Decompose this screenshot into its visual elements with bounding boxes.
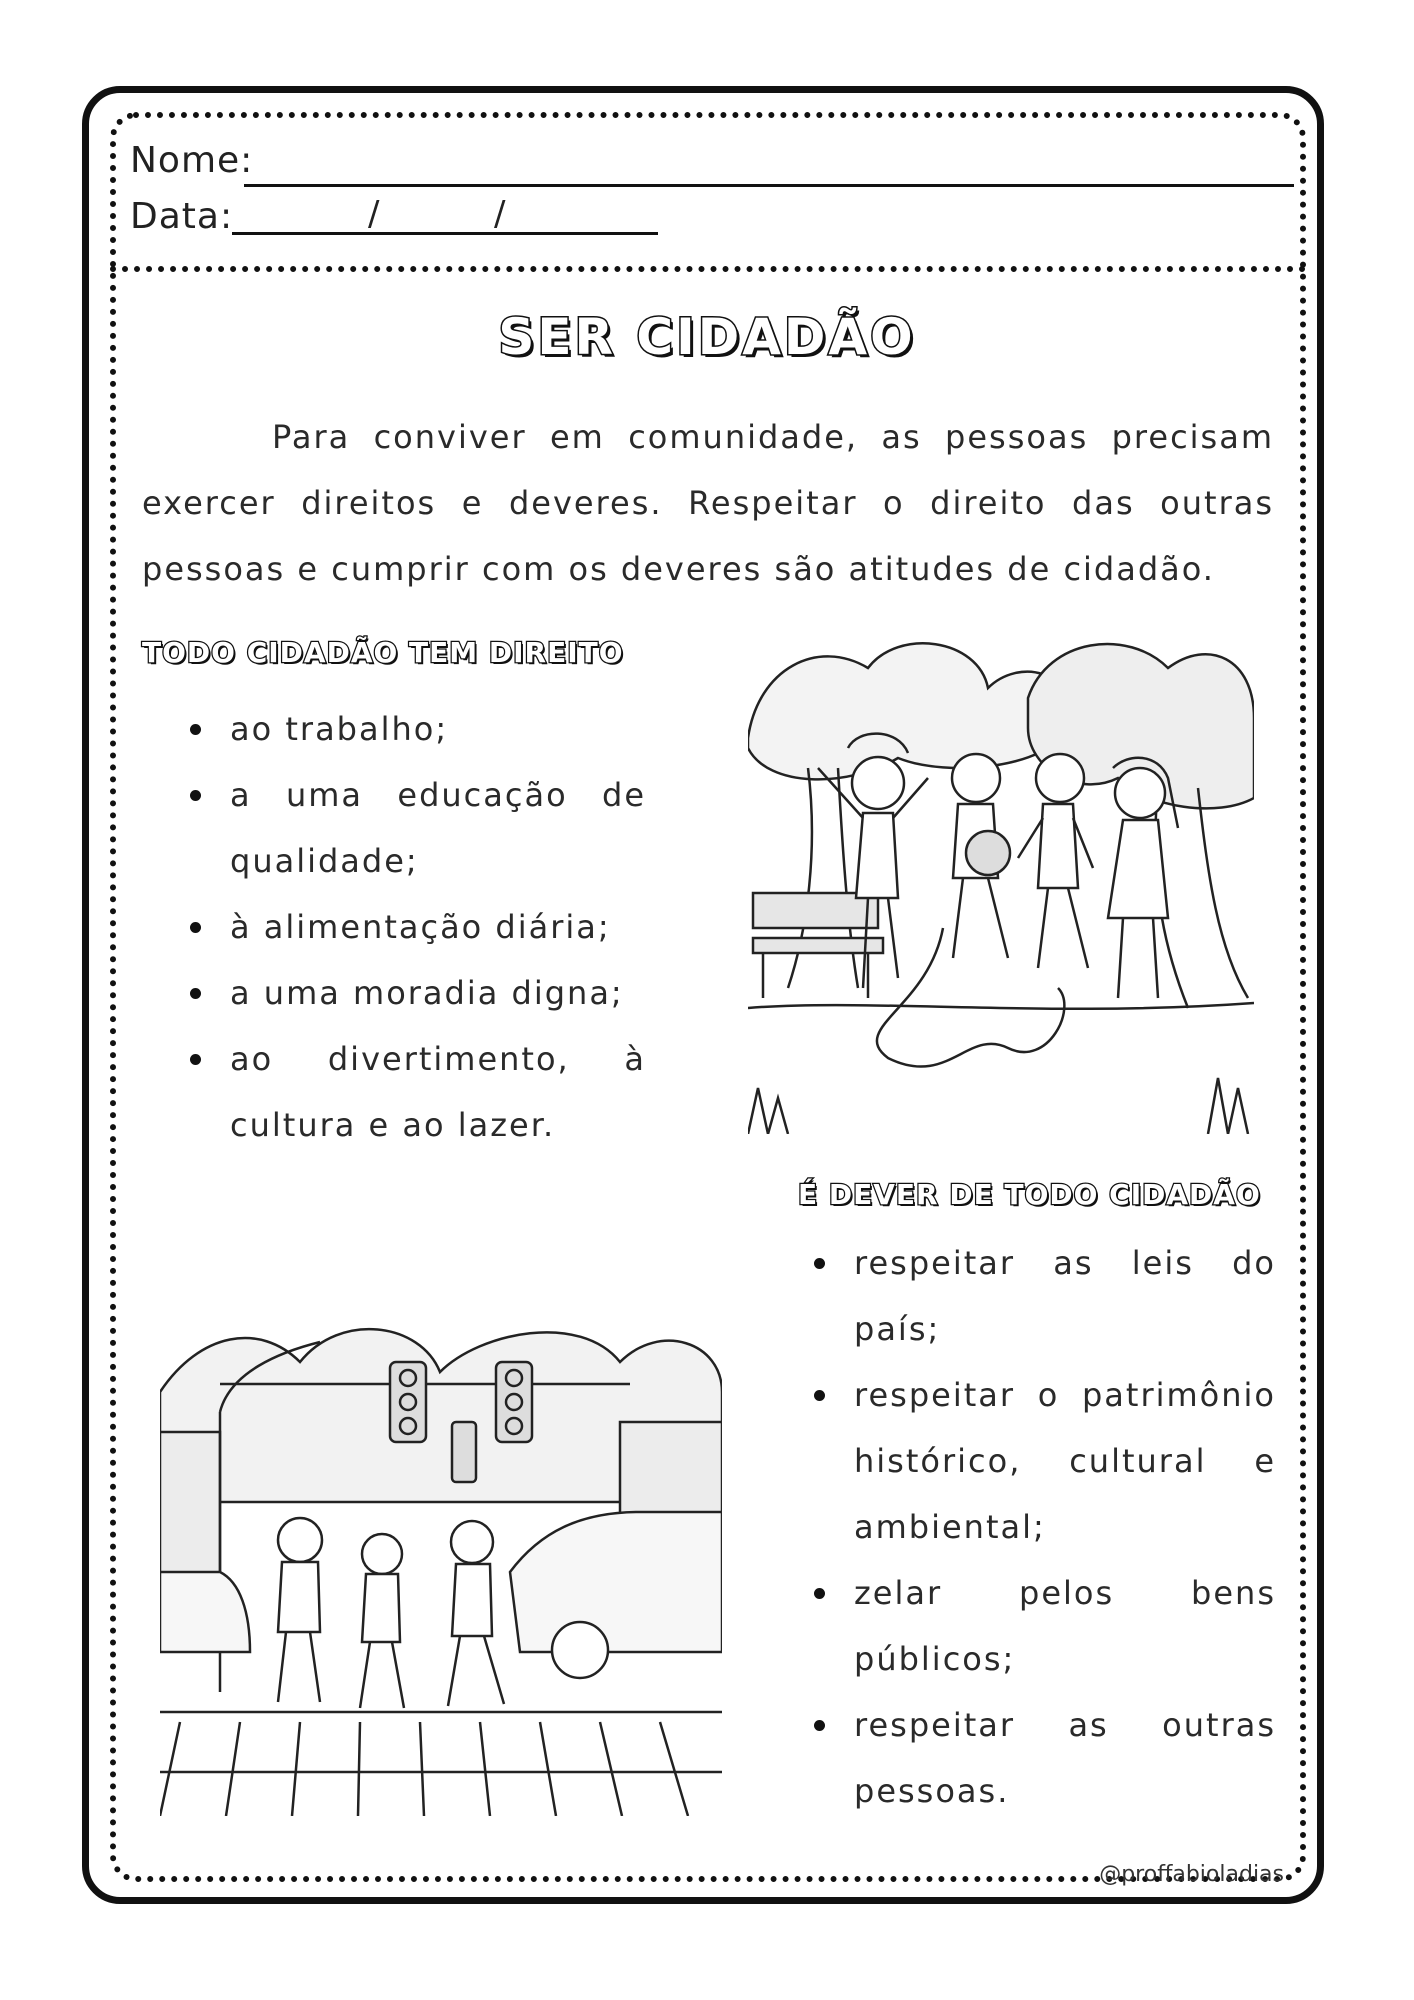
list-item: zelar pelos bens públicos;: [810, 1560, 1276, 1692]
duties-list: [810, 1230, 1276, 1824]
park-drawing: [748, 628, 1254, 1134]
date-separator-2: /: [494, 194, 506, 234]
date-separator-1: /: [368, 194, 380, 234]
list-item: respeitar as leis do país;: [810, 1230, 1276, 1362]
list-item: a uma educação de qualidade;: [186, 762, 646, 894]
rights-list: [186, 696, 646, 1158]
list-item: respeitar o patrimônio histórico, cultural e ambiental;: [810, 1362, 1276, 1560]
crosswalk-drawing: [160, 1272, 722, 1816]
rights-heading: TODO CIDADÃO TEM DIREITO: [142, 636, 624, 669]
name-label: Nome:: [130, 140, 254, 181]
duties-heading: É DEVER DE TODO CIDADÃO: [798, 1178, 1261, 1211]
list-item: ao trabalho;: [186, 696, 646, 762]
list-item: ao divertimento, à cultura e ao lazer.: [186, 1026, 646, 1158]
intro-text: Para conviver em comunidade, as pessoas precisam exercer direitos e deveres. Respeitar o direito das outras pessoas e cumprir com os deveres são atitudes de cidadão.: [142, 418, 1274, 588]
date-line[interactable]: [232, 232, 658, 235]
list-item: a uma moradia digna;: [186, 960, 646, 1026]
park-illustration: [748, 628, 1254, 1134]
page-title: SER CIDADÃO: [498, 308, 916, 366]
list-item: respeitar as outras pessoas.: [810, 1692, 1276, 1824]
date-label: Data:: [130, 196, 234, 237]
intro-paragraph: [142, 404, 1274, 602]
name-line[interactable]: [244, 184, 1294, 187]
crosswalk-illustration: [160, 1272, 722, 1816]
header-divider: [110, 266, 1306, 272]
list-item: à alimentação diária;: [186, 894, 646, 960]
author-credit: @proffabioladias: [1099, 1862, 1284, 1887]
